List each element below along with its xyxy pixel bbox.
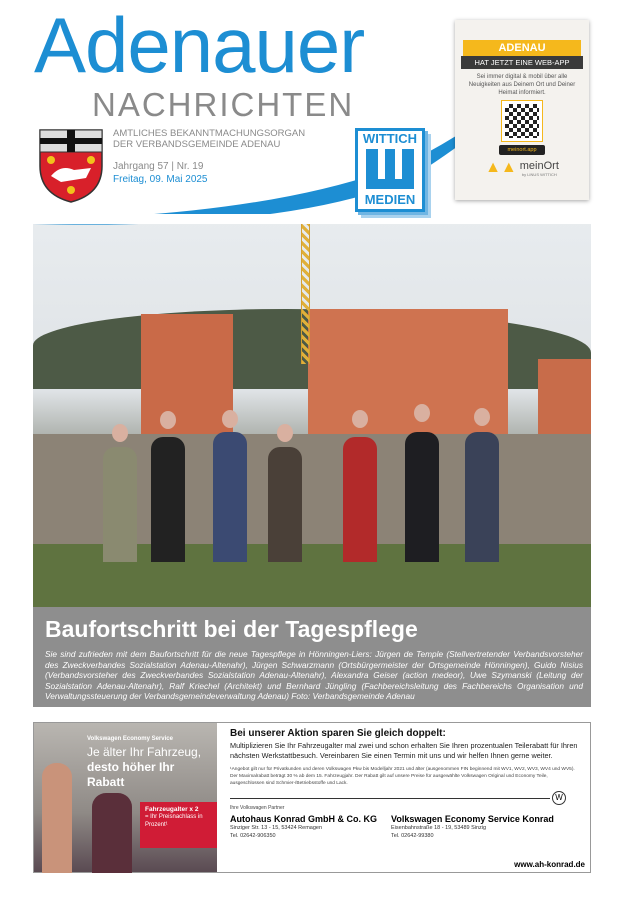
masthead-subtitle: NACHRICHTEN [92,86,355,123]
organ-line: DER VERBANDSGEMEINDE ADENAU [113,139,281,150]
person-head [112,424,128,442]
ad-body: Multiplizieren Sie Ihr Fahrzeugalter mal zwei und schon erhalten Sie Ihren prozentualen Teilerabatt für Ihren nächsten Werkstattbesuch. Vereinbaren Sie einen Termin mit uns und wir helfen Ihnen gerne weiter. [230,741,578,760]
masthead-gap [33,214,591,224]
article-headline: Baufortschritt bei der Tagespflege [45,616,418,642]
person-head [160,411,176,429]
person [151,437,185,562]
ad-image [34,723,217,872]
article-caption-band [33,607,591,707]
app-promo[interactable] [455,20,589,200]
ad-slogan: Je älter Ihr Fahrzeug, [87,745,202,759]
logo-text: MEDIEN [364,192,416,207]
organ-line: AMTLICHES BEKANNTMACHUNGSORGAN [113,128,306,139]
promo-tagline: HAT JETZT EINE WEB-APP [461,56,583,69]
ad-service: Volkswagen Economy Service [87,736,173,742]
person-head [277,424,293,442]
person [213,432,247,562]
box-title: Fahrzeugalter x 2 [145,806,199,813]
person-head [474,408,490,426]
app-link-button[interactable]: meinort.app [499,145,545,155]
meinort-logo-icon: ▲▲ [485,159,517,176]
person-head [222,410,238,428]
ad-text [219,723,591,872]
person [405,432,439,562]
wittich-medien-logo [355,128,425,212]
person-head [352,410,368,428]
person [42,763,72,873]
person [465,432,499,562]
dealer-name: Volkswagen Economy Service Konrad [391,814,554,824]
logo-text: WITTICH [362,131,418,146]
crane [301,214,310,364]
dealer-name: Autohaus Konrad GmbH & Co. KG [230,814,377,824]
person [103,447,137,562]
w-logo-icon [366,149,414,189]
ad-slogan: desto höher Ihr Rabatt [87,760,175,789]
issue-date: Freitag, 09. Mai 2025 [113,174,208,185]
box-text: = Ihr Preisnachlass in Prozent¹ [145,814,203,828]
brick-wall [141,314,233,434]
brand-sub: by LINUS WITTICH [521,171,557,177]
masthead-title: Adenauer [34,1,365,89]
qr-code-icon[interactable] [502,101,542,141]
divider [230,798,550,799]
partner-label: Ihre Volkswagen Partner [230,805,285,811]
person [343,437,377,562]
dealer-address: Sinziger Str. 13 - 15, 53424 Remagen [230,825,323,831]
brick-wall [538,359,591,439]
issue-number: Jahrgang 57 | Nr. 19 [113,161,204,172]
ad-heading: Bei unserer Aktion sparen Sie gleich doppelt: [230,728,446,739]
article-caption: Sie sind zufrieden mit dem Baufortschritt für die neue Tagespflege in Hönningen-Liers: Jürgen de Temple (Stellvertretender Verbandsvorsteher des Zweckverbandes Sozialstation Adenau-Altenahr), Jürgen Schwarzmann (Ortsbürgermeister der Ortsgemeinde Hönningen), Guido Nisius (Verbandsvorsteher des Zweckverbandes Sozialstation Adenau-Altenahr), Alexandra Geiser (action medeor), Uwe Szymanski (Leitung der Sozialstation Adenau-Altenahr), Ralf Kriechel (Architekt) und Bernhard Jüngling (Fachbereichsleitung des Fachbereichs Organisation und Verwaltungssteuerung der Verbandsgemeindeverwaltung Adenau) Foto: Verbandsgemeinde Adenau [45,649,583,701]
article-photo [33,214,591,607]
ad-discount-box [140,802,217,848]
volkswagen-advertisement[interactable] [33,722,591,873]
vw-logo-icon: W [552,791,566,805]
person [268,447,302,562]
brand-name: meinOrt [519,159,559,172]
person-head [414,404,430,422]
dealer-address: Eisenbahnstraße 18 - 19, 53489 Sinzig [391,825,487,831]
dealer-website-link[interactable]: www.ah-konrad.de [514,860,585,869]
promo-text: Sei immer digital & mobil über alle Neuigkeiten aus Deinem Ort und Deiner Heimat informiert. [468,74,576,96]
dealer-phone: Tel. 02642-99380 [391,833,434,839]
promo-banner: ADENAU [463,40,581,56]
person [92,793,132,873]
ad-fineprint: ¹Angebot gilt nur für Privatkunden und deren Volkswagen Pkw bis Modelljahr 2021 und älter (ausgenommen FIN beginnend mit WV1, WV2, WV3, WV4 und WV5). Der Maximalrabatt beträgt 30 % ab dem 15. Fahrzeugjahr. Der Rabatt gilt auf unsere Preise für ausgewählte Volkswagen Original und Economy Teile, ausgeschlossen sind Schmier-/Betriebsstoffe und Lack. [230,767,575,786]
dealer-phone: Tel. 02642-906350 [230,833,276,839]
